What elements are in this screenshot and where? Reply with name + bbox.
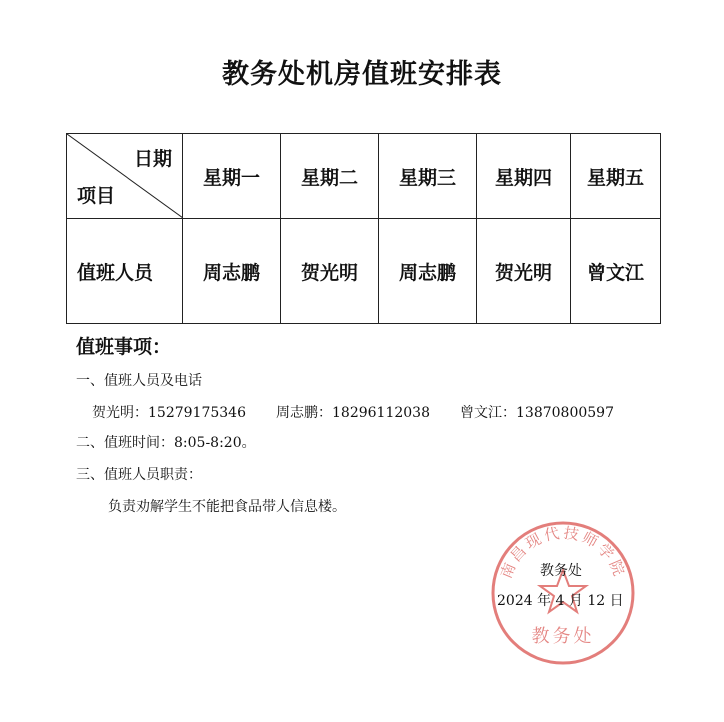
contact-entry: 贺光明：15279175346 — [92, 405, 246, 421]
duty-person-cell: 贺光明 — [281, 219, 379, 324]
notes-item-contacts: 一、值班人员及电话 — [76, 373, 202, 389]
row-label-duty-person: 值班人员 — [67, 219, 183, 324]
table-row — [67, 219, 661, 324]
svg-text:教务处: 教务处 — [531, 626, 595, 647]
day-header: 星期一 — [183, 134, 281, 219]
day-header: 星期三 — [379, 134, 477, 219]
signature-date: 2024 年 4 月 12 日 — [497, 593, 624, 609]
duty-person-cell: 周志鹏 — [379, 219, 477, 324]
contact-entry: 周志鹏：18296112038 — [276, 405, 430, 421]
contact-entry: 曾文江：13870800597 — [460, 405, 614, 421]
duty-table — [66, 133, 661, 324]
duty-person-cell: 曾文江 — [571, 219, 661, 324]
corner-label-item: 项目 — [77, 185, 116, 207]
notes-item-duties: 三、值班人员职责： — [76, 467, 202, 483]
notes-item-time: 二、值班时间：8:05-8:20。 — [76, 435, 256, 451]
day-header: 星期四 — [477, 134, 571, 219]
duty-person-cell: 贺光明 — [477, 219, 571, 324]
day-header: 星期二 — [281, 134, 379, 219]
notes-heading: 值班事项： — [76, 336, 172, 358]
table-corner-cell — [67, 134, 183, 219]
day-header: 星期五 — [571, 134, 661, 219]
corner-label-date: 日期 — [133, 148, 172, 170]
page-title: 教务处机房值班安排表 — [222, 59, 502, 90]
duty-person-cell: 周志鹏 — [183, 219, 281, 324]
signature-office: 教务处 — [540, 563, 582, 579]
svg-text:南昌现代技师学院: 南昌现代技师学院 — [496, 523, 630, 582]
duty-description: 负责劝解学生不能把食品带人信息楼。 — [108, 499, 346, 515]
table-header-row — [67, 134, 661, 219]
